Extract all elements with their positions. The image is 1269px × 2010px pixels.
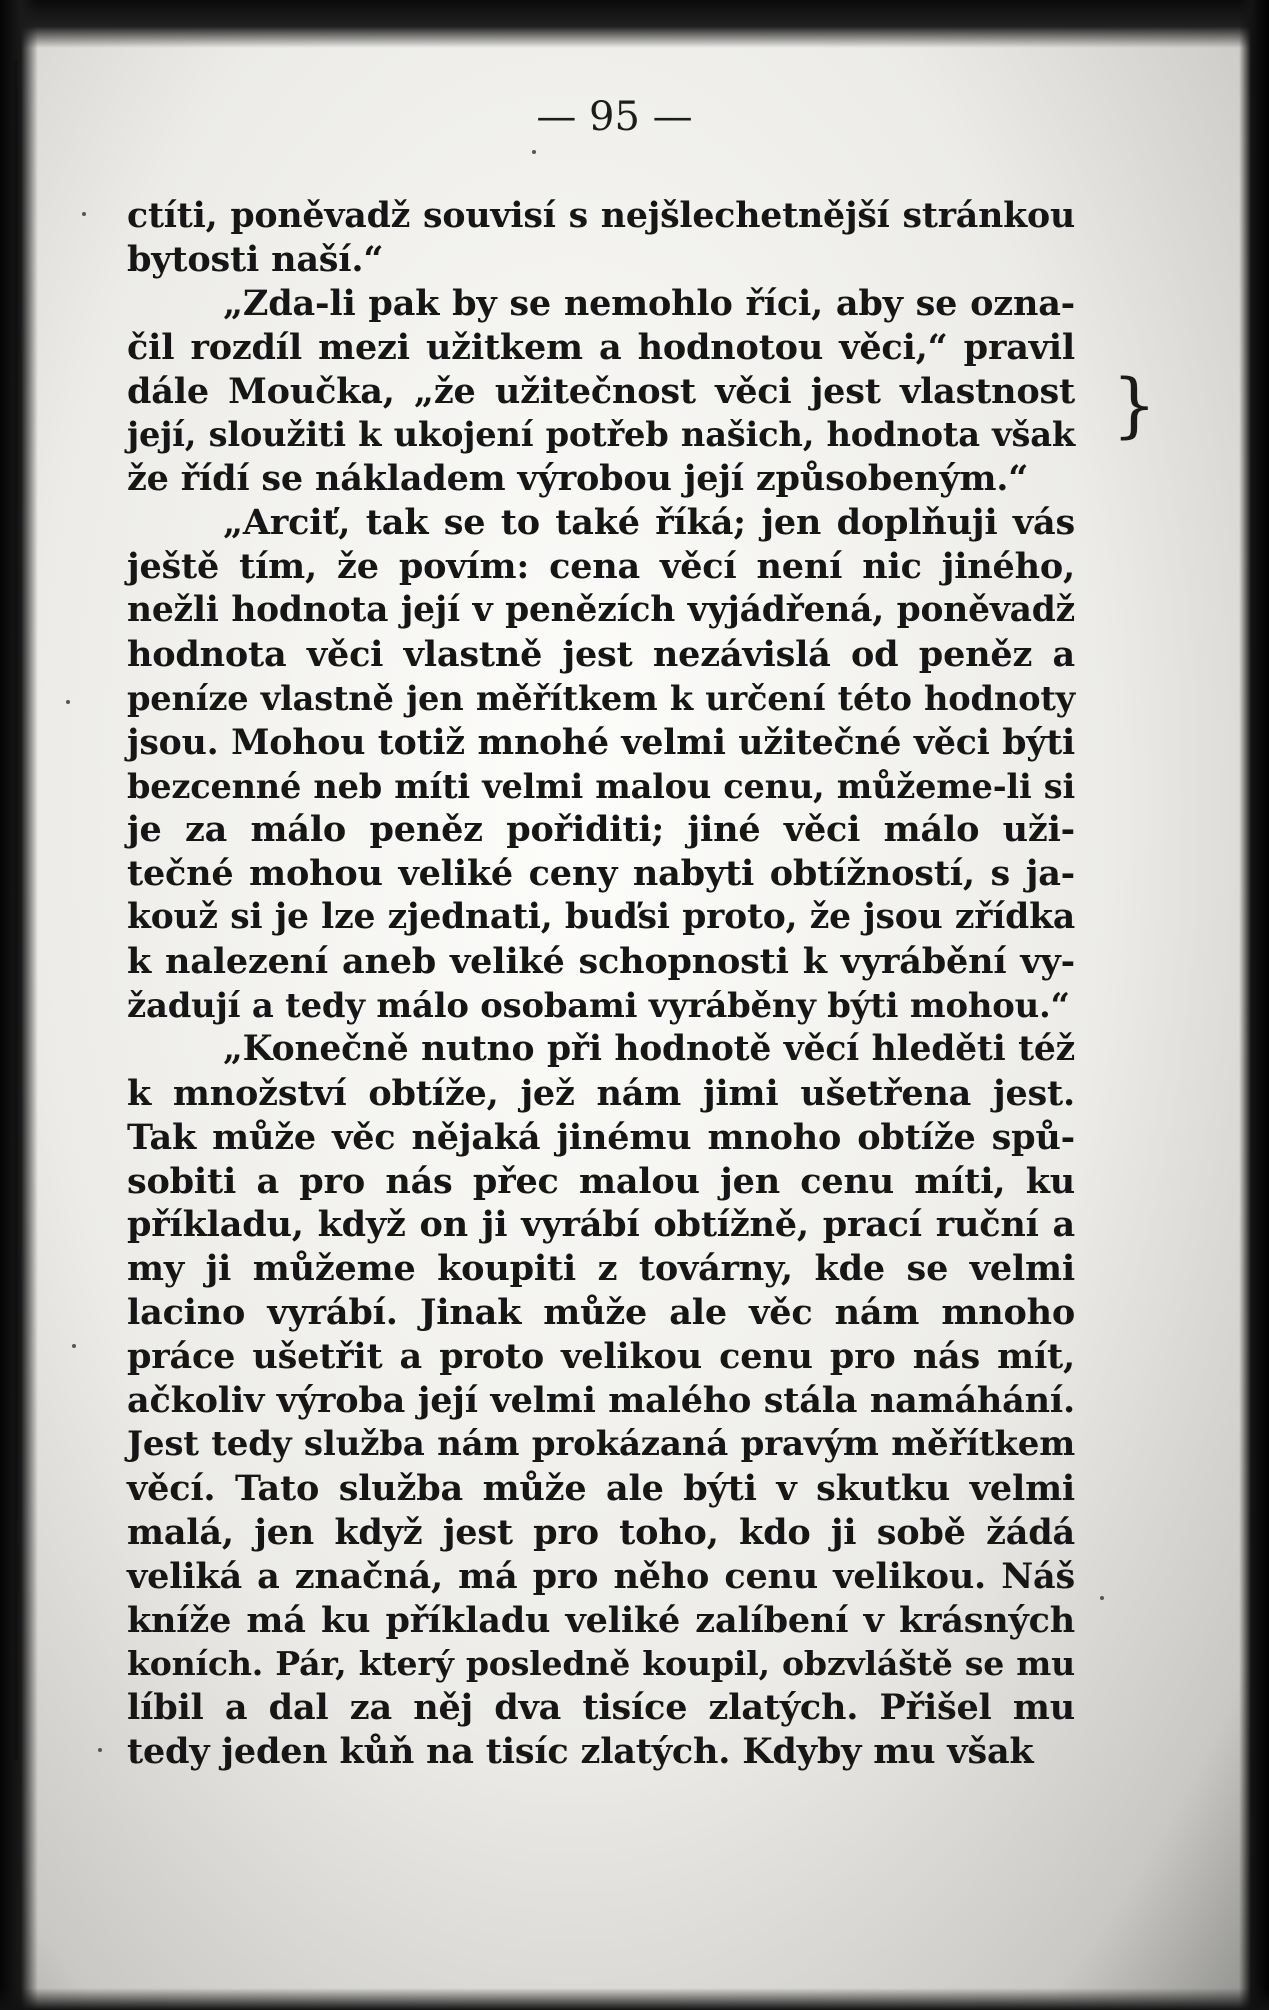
- text-line: „Konečně nutno při hodnotě věcí hleděti též: [223, 1028, 1075, 1069]
- text-line: sobiti a pro nás přec malou jen cenu míti, ku: [127, 1160, 1075, 1202]
- scan-speck: [532, 150, 536, 154]
- text-line: Tak může věc nějaká jinému mnoho obtíže spů-: [127, 1116, 1075, 1158]
- text-line: bytosti naší.“: [127, 238, 384, 280]
- book-spine-line: [14, 60, 18, 1760]
- text-line: její, sloužiti k ukojení potřeb našich, hodnota však: [127, 414, 1075, 455]
- text-line: peníze vlastně jen měřítkem k určení této hodnoty: [127, 677, 1075, 718]
- scan-speck: [72, 1344, 76, 1348]
- text-line: ctíti, poněvadž souvisí s nejšlechetnější stránkou: [127, 195, 1075, 236]
- text-line: koních. Pár, který posledně koupil, obzvláště se mu: [127, 1644, 1075, 1684]
- text-line: práce ušetřit a proto velikou cenu pro nás mít,: [127, 1336, 1075, 1378]
- scan-edge-bottom: [0, 1988, 1269, 2010]
- text-line: jsou. Mohou totiž mnohé velmi užitečné věci býti: [127, 721, 1075, 763]
- page-number: — 95 —: [536, 94, 693, 140]
- scan-edge-top: [0, 0, 1269, 48]
- text-line: tedy jeden kůň na tisíc zlatých. Kdyby mu však: [127, 1731, 1034, 1773]
- text-line: líbil a dal za něj dva tisíce zlatých. Přišel mu: [127, 1687, 1075, 1729]
- scan-speck: [1100, 1596, 1104, 1600]
- scan-speck: [98, 1748, 102, 1752]
- text-line: ačkoliv výroba její velmi malého stála namáhání.: [127, 1380, 1075, 1422]
- text-line: nežli hodnota její v penězích vyjádřená, poněvadž: [127, 590, 1075, 631]
- text-line: bezcenné neb míti velmi malou cenu, můžeme-li si: [127, 765, 1075, 806]
- text-line: „Zda-li pak by se nemohlo říci, aby se ozna-: [223, 282, 1075, 324]
- scan-speck: [66, 700, 70, 704]
- text-line: „Arciť, tak se to také říká; jen doplňuji vás: [223, 502, 1075, 544]
- text-line: je za málo peněz pořiditi; jiné věci málo uži-: [127, 809, 1075, 851]
- text-line: kníže má ku příkladu veliké zalíbení v krásných: [127, 1599, 1075, 1641]
- scan-edge-left: [0, 0, 38, 2010]
- text-line: tečné mohou veliké ceny nabyti obtížností, s ja-: [127, 853, 1075, 895]
- text-line: že řídí se nákladem výrobou její způsobeným.“: [127, 458, 1029, 500]
- scan-speck: [82, 212, 86, 216]
- text-line: kouž si je lze zjednati, buďsi proto, že jsou zřídka: [127, 897, 1075, 938]
- text-line: věcí. Tato služba může ale býti v skutku velmi: [127, 1467, 1075, 1509]
- text-line: hodnota věci vlastně jest nezávislá od peněz a: [127, 633, 1075, 675]
- text-line: žadují a tedy málo osobami vyráběny býti mohou.“: [127, 985, 1070, 1026]
- margin-bracket-mark: }: [1112, 364, 1157, 446]
- scan-edge-right: [1239, 0, 1269, 2010]
- text-line: příkladu, když on ji vyrábí obtížně, prací ruční a: [127, 1204, 1075, 1246]
- text-line: dále Moučka, „že užitečnost věci jest vlastnost: [127, 370, 1075, 412]
- text-line: k množství obtíže, jež nám jimi ušetřena jest.: [127, 1072, 1075, 1114]
- body-text: [127, 194, 1075, 1774]
- text-line: my ji můžeme koupiti z továrny, kde se velmi: [127, 1248, 1075, 1290]
- text-line: ještě tím, že povím: cena věcí není nic jiného,: [127, 546, 1075, 588]
- text-line: malá, jen když jest pro toho, kdo ji sobě žádá: [127, 1511, 1075, 1553]
- text-line: lacino vyrábí. Jinak může ale věc nám mnoho: [127, 1292, 1075, 1334]
- text-line: veliká a značná, má pro něho cenu velikou. Náš: [127, 1555, 1075, 1597]
- text-line: k nalezení aneb veliké schopnosti k vyrábění vy-: [127, 941, 1075, 983]
- text-line: čil rozdíl mezi užitkem a hodnotou věci,“ pravil: [127, 326, 1075, 368]
- text-line: Jest tedy služba nám prokázaná pravým měřítkem: [127, 1423, 1075, 1464]
